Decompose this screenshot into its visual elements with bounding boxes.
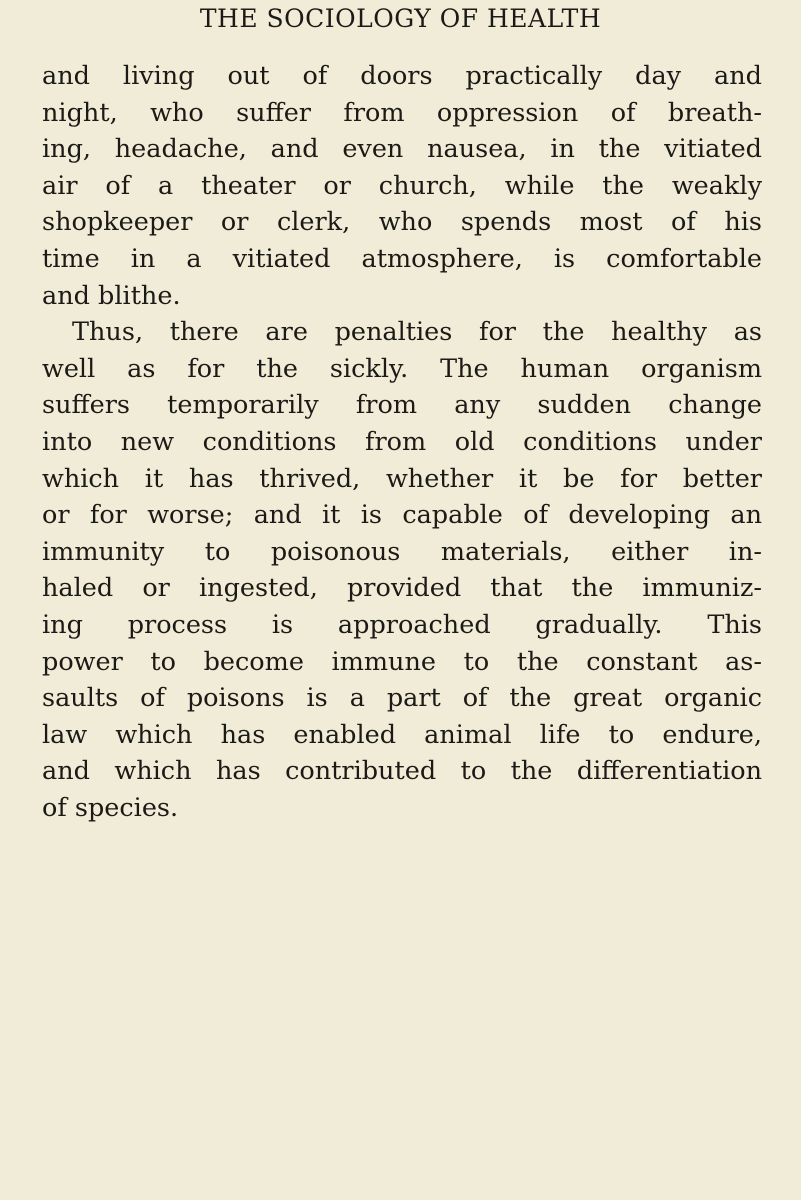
- text-line: night, who suffer from oppression of breath-: [42, 97, 762, 128]
- paragraph-1: [42, 58, 762, 314]
- text-line: ing process is approached gradually. This: [42, 609, 762, 640]
- text-line: Thus, there are penalties for the healthy as: [72, 317, 762, 348]
- text-line: of species.: [42, 792, 179, 823]
- text-line: immunity to poisonous materials, either in-: [42, 536, 762, 567]
- text-line: power to become immune to the constant as-: [42, 646, 762, 677]
- text-line: and blithe.: [42, 280, 181, 311]
- text-line: shopkeeper or clerk, who spends most of his: [42, 207, 762, 238]
- text-line: saults of poisons is a part of the great organic: [42, 683, 762, 714]
- text-line: and living out of doors practically day and: [42, 61, 762, 91]
- running-head: THE SOCIOLOGY OF HEALTH: [199, 4, 602, 33]
- text-line: haled or ingested, provided that the immuniz-: [42, 573, 762, 604]
- text-line: which it has thrived, whether it be for better: [42, 463, 762, 494]
- text-line: time in a vitiated atmosphere, is comfortable: [42, 243, 762, 274]
- text-line: and which has contributed to the differentiation: [42, 756, 762, 787]
- text-line: air of a theater or church, while the weakly: [42, 170, 762, 201]
- text-line: suffers temporarily from any sudden change: [42, 390, 762, 421]
- text-line: into new conditions from old conditions under: [42, 426, 762, 457]
- paragraph-2: [42, 314, 762, 826]
- text-line: law which has enabled animal life to endure,: [42, 719, 762, 750]
- text-line: ing, headache, and even nausea, in the vitiated: [42, 134, 762, 165]
- text-line: or for worse; and it is capable of developing an: [42, 500, 762, 531]
- body-text: [42, 58, 762, 826]
- text-line: well as for the sickly. The human organism: [42, 353, 762, 384]
